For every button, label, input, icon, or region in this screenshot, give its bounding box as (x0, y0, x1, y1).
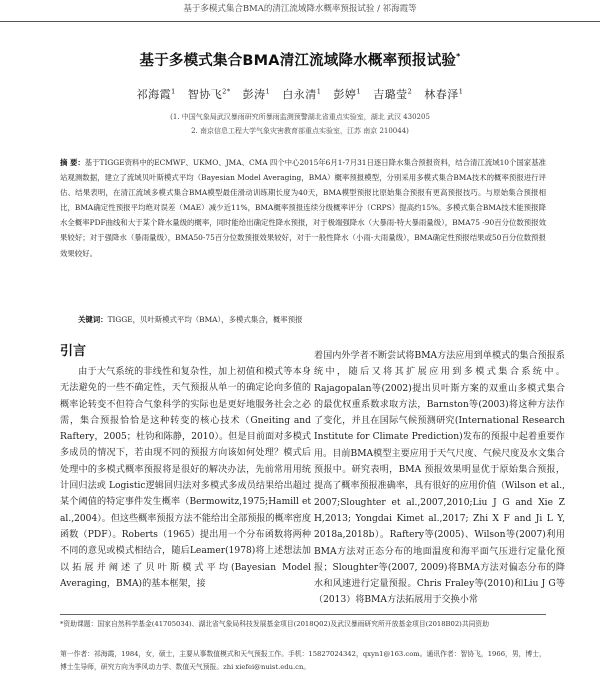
author: 彭涛$^1$ (242, 87, 271, 101)
footnote-divider (60, 614, 546, 615)
keywords-label: 关键词： (78, 315, 108, 324)
body-paragraph: 由于大气系统的非线性和复杂性，加上初值和模式等本身无法避免的一些不确定性，天气预报从单一的确定论向多值的概率论转变不但符合气象科学的实际也是更好地服务社会之必需，集合预报恰恰是这种转变的核心技术（Gneiting and Raftery，2005；杜钧和陈静，2010）。但是目前面对多模式多成员的情况下，若由现不同的预报方向该如何处理？模式后处理中的多模式概率预报将是很好的解决办法，先前常用用统计回归法或 Logistic逻辑回归法对多模式多成员结果给出超过某个阈值的特定事件发生概率（Bermowitz,1975;Hamill et al.,2004）。但这些概率预报方法不能给出全部预报的概率密度函数（PDF）。Roberts（1965）提出用一个分布函数将两种不同的意见或模式相结合，随后Leamer(1978)将上述想法加以拓展并阐述了贝叶斯模式平均(Bayesian Model Averaging，BMA)的基本框架，接 (60, 367, 311, 589)
body-paragraph: 着国内外学者不断尝试将BMA方法应用到单模式的集合预报系统中，随后又将其扩展应用到多模式集合系统中。Rajagopalan等(2002)提出贝叶斯方案的双重山多模式集合的最优权重系数求取方法，Barnston等(2003)将这种方法作了变化，并且在国际气候预测研究(International Research Institute for Climate Prediction)发布的预报中起着重要作用。目前BMA模型主要应用于天气尺度、气候尺度及水文集合预报中。研究表明，BMA 预报效果明显优于原始集合预报，提高了概率预报准确率，具有很好的应用价值（Wilson et al., 2007;Sloughter et al.,2007,2010;Liu J G and Xie Z H,2013; Yongdai Kimet al.,2017; Zhi X F and Ji L Y, 2018a,2018b）。Raftery等(2005)、Wilson等(2007)利用BMA方法对正态分布的地面温度和海平面气压进行定量化预报；Sloughter等(2007, 2009)将BMA方法对偏态分布的降水和风速进行定量预报。Chris Fraley等(2010)和Liu J G等（2013）将BMA方法拓展用于交换小常 (314, 351, 565, 606)
abstract-text: 基于TIGGE资料中的ECMWF、UKMO、JMA、CMA 四个中心2015年6月1-7月31日逐日降水集合预报资料，结合清江流域10个国家基准站观测数据，建立了流域贝叶斯模式平均（Bayesian Model Averaging，BMA）概率预报模型，分别采用多模式集合BMA技术的概率预报进行评估、结果表明，在清江流域多模式集合BMA模型最佳滑动训练期长度为40天，BMA模型预报比原始集合预报有更高预报技巧。与原始集合预报相比，BMA确定性预报平均绝对误差（MAE）减少近11%，BMA概率预报连续分级概率评分（CRPS）提高约15%。多模式集合BMA技术能预报降水全概率PDF曲线和大于某个降水量级的概率，同时能给出确定性降水预报，对于极端强降水（大暴雨-特大暴雨量级），BMA75 -90百分位数预报效果较好；对于强降水（暴雨量级），BMA50-75百分位数预报效果较好，对于一般性降水（小雨-大雨量级），BMA确定性预报结果或50百分位数预报效果较好。 (60, 158, 546, 258)
title-footnote-mark: * (456, 52, 461, 62)
author-footnote: 第一作者：祁海霞，1984，女，硕士，主要从事数值模式和天气预报工作。手机：15827024342，qxyn1@163.com。通讯作者：智协飞，1966，男，博士，博士生导师，研究方向为季风动力学、数值天气预报。zhi xiefei@nuist.edu.cn。 (60, 650, 546, 671)
funding-footnote: *资助课题：国家自然科学基金(41705034)、湖北省气象局科技发展基金项目(2018Q02)及武汉暴雨研究所开放基金项目(2018B02)共同资助 (60, 620, 490, 628)
author: 吉璐莹$^2$ (373, 87, 413, 101)
abstract (60, 155, 546, 261)
body-column-left (60, 364, 311, 592)
affiliation: (1. 中国气象局武汉暴雨研究所暴雨监测预警湖北省重点实验室，湖北 武汉 430205 (170, 113, 430, 121)
affiliation: 2. 南京信息工程大学气象灾害教育部重点实验室，江苏 南京 210044) (191, 127, 409, 135)
author: 祁海霞$^1$ (136, 87, 176, 101)
author-list (60, 86, 540, 102)
keywords-text: TIGGE，贝叶斯模式平均（BMA），多模式集合，概率预报 (107, 315, 303, 324)
paper-title-text: 基于多模式集合BMA清江流域降水概率预报试验 (139, 53, 457, 69)
paper-title (40, 49, 560, 70)
author: 彭婷$^1$ (333, 87, 362, 101)
body-column-right (314, 348, 565, 609)
author: 智协飞$^{2*}$ (187, 87, 231, 101)
section-heading-intro: 引言 (60, 344, 87, 359)
author: 白永清$^1$ (282, 87, 322, 101)
keywords (78, 314, 548, 325)
abstract-label: 摘 要： (60, 158, 85, 167)
author: 林春泽$^1$ (424, 87, 464, 101)
running-head: 基于多模式集合BMA的清江流域降水概率预报试验 / 祁海霞等 (0, 0, 600, 22)
